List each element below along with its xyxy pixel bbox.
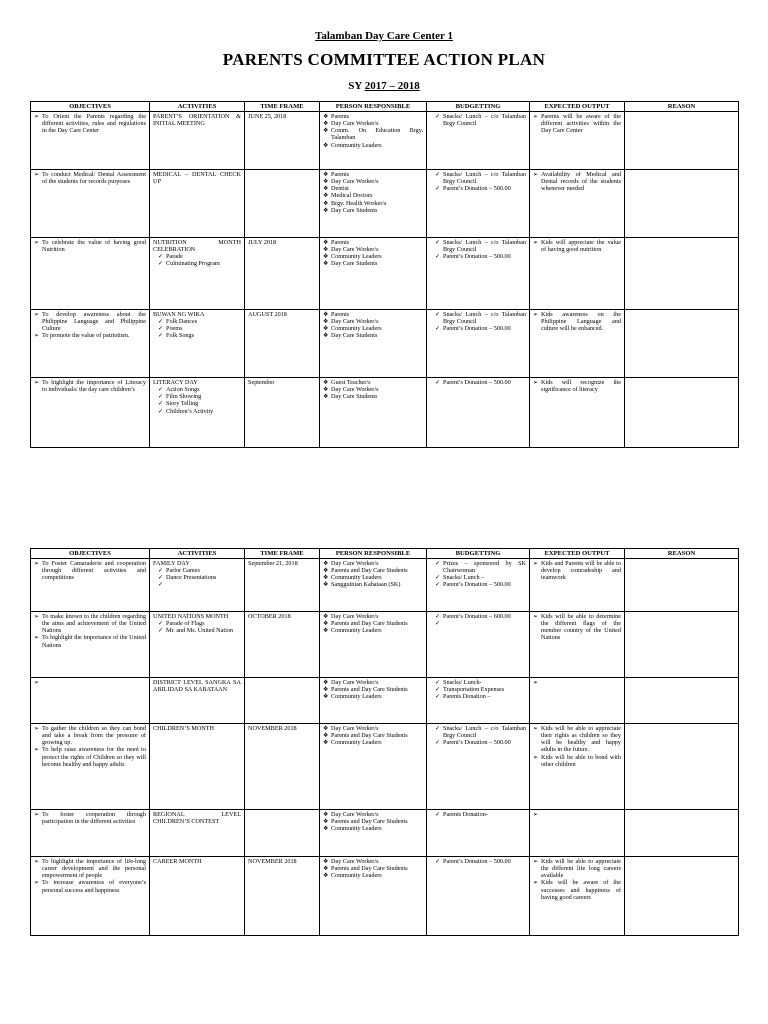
table-row: [31, 724, 739, 810]
person-item: ❖ Community Leaders: [323, 142, 423, 149]
objectives-cell: [31, 112, 150, 170]
expected-output-list: [533, 379, 621, 393]
activity-list: [153, 386, 241, 415]
expected-output-item: ➢ Kids awareness on the Philippine Language and culture will be enhanced.: [533, 311, 621, 332]
time-frame-text: NOVEMBER 2018: [248, 725, 297, 732]
column-header-reason: REASON: [625, 549, 739, 559]
activities-cell: [150, 378, 245, 448]
objectives-cell: [31, 170, 150, 238]
school-year: [0, 80, 768, 92]
objective-list: [34, 811, 146, 825]
reason-cell: [625, 238, 739, 310]
time-frame-cell: [245, 857, 320, 936]
budget-item: ✓ Parent’s Donation – 500.00: [435, 739, 526, 746]
budget-list: [430, 311, 526, 332]
activity-item: ✓ Story Telling: [158, 400, 241, 407]
document-title: PARENTS COMMITTEE ACTION PLAN: [222, 50, 546, 69]
budgetting-cell: [427, 810, 530, 857]
expected-output-item: ➢ Availability of Medical and Dental records of the students whenever needed: [533, 171, 621, 192]
person-item: ❖ Day Care Worker/s: [323, 120, 423, 127]
activities-cell: [150, 857, 245, 936]
person-list: [323, 560, 423, 589]
person-item: ❖ Day Care Worker/s: [323, 318, 423, 325]
expected-output-list: [533, 613, 621, 642]
activity-title: BUWAN NG WIKA: [153, 311, 205, 318]
objective-item: ➢ To gather the children so they can bond and take a break from the pressure of growing up.: [34, 725, 146, 746]
column-header-expected: EXPECTED OUTPUT: [530, 102, 625, 112]
reason-cell: [625, 612, 739, 678]
activities-cell: [150, 678, 245, 724]
time-frame-cell: [245, 238, 320, 310]
objectives-cell: [31, 724, 150, 810]
activity-list: [153, 253, 241, 267]
person-item: ❖ Brgy. Health Worker/s: [323, 200, 423, 207]
column-header-time-frame: TIME FRAME: [245, 102, 320, 112]
school-year-range: 2017 – 2018: [364, 80, 420, 92]
budget-item: ✓ Snacks/ Lunch – c/o Talamban Brgy Council: [435, 113, 526, 127]
activity-list: [153, 318, 241, 339]
budgetting-cell: [427, 612, 530, 678]
school-year-prefix: SY: [348, 80, 365, 92]
objective-list: [34, 560, 146, 581]
objective-list: [34, 239, 146, 253]
objective-item: ➢ To highlight the importance of the United Nations: [34, 634, 146, 648]
person-item: ❖ Sangguinian Kabataan (SK): [323, 581, 423, 588]
column-header-reason: REASON: [625, 102, 739, 112]
person-item: ❖ Day Care Worker/s: [323, 246, 423, 253]
time-frame-cell: [245, 678, 320, 724]
column-header-persons: PERSON RESPONSIBLE: [320, 549, 427, 559]
table-body: [31, 112, 739, 448]
objectives-cell: [31, 378, 150, 448]
budget-item: ✓ Parent’s Donation – 500.00: [435, 858, 526, 865]
expected-output-list: [533, 311, 621, 332]
activity-list: [153, 620, 241, 634]
table-body: [31, 559, 739, 936]
budget-item: ✓ Snacks/ Lunch – c/o Talamban Brgy Council: [435, 311, 526, 325]
objective-item: ➢ To Orient the Parents regarding the different activities, rules and regulations in the Day Care Center: [34, 113, 146, 134]
objective-item: ➢ To promote the value of patriotism.: [34, 332, 146, 339]
reason-cell: [625, 310, 739, 378]
budget-item: ✓ Snacks/ Lunch – c/o Talamban Brgy Council: [435, 725, 526, 739]
activity-item: ✓ Parade of Flags: [158, 620, 241, 627]
expected-output-cell: [530, 112, 625, 170]
activities-cell: [150, 238, 245, 310]
persons-responsible-cell: [320, 112, 427, 170]
expected-output-cell: [530, 310, 625, 378]
person-item: ❖ Community Leaders: [323, 627, 423, 634]
objective-item: ➢ To foster cooperation through participation in the different activities: [34, 811, 146, 825]
time-frame-cell: [245, 378, 320, 448]
activity-title: PARENT’S ORIENTATION & INITIAL MEETING: [153, 113, 241, 128]
action-plan-table-2: [30, 548, 739, 936]
persons-responsible-cell: [320, 310, 427, 378]
person-item: ❖ Parents and Day Care Students: [323, 818, 423, 825]
expected-output-item: ➢ Kids will recognize the significance of literacy: [533, 379, 621, 393]
expected-output-cell: [530, 724, 625, 810]
expected-output-cell: [530, 612, 625, 678]
activities-cell: [150, 724, 245, 810]
table-row: [31, 559, 739, 612]
objective-item: ➢ To conduct Medical/ Dental Assessment of the students for records purposes: [34, 171, 146, 185]
table-header-row: [31, 549, 739, 559]
person-item: ❖ Comm. On Education Brgy. Talamban: [323, 127, 423, 141]
activity-item: ✓ Folk Songs: [158, 332, 241, 339]
person-item: ❖ Parents: [323, 113, 423, 120]
time-frame-text: JULY 2018: [248, 239, 277, 246]
person-item: ❖ Day Care Worker/s: [323, 560, 423, 567]
table-row: [31, 170, 739, 238]
expected-output-list: [533, 725, 621, 768]
expected-output-item: ➢ Kids will be able to appreciate their rights as children so they will be healthy and happy adults in the future.: [533, 725, 621, 754]
column-header-budget: BUDGETTING: [427, 102, 530, 112]
table-header-row: [31, 102, 739, 112]
budgetting-cell: [427, 238, 530, 310]
time-frame-cell: [245, 310, 320, 378]
objective-item: ➢ To highlight the importance of life-long career development and the personal empowerment of people: [34, 858, 146, 879]
budget-item: ✓ Parent’s Donation – 500.00: [435, 325, 526, 332]
reason-cell: [625, 378, 739, 448]
budgetting-cell: [427, 559, 530, 612]
objectives-cell: [31, 857, 150, 936]
activities-cell: [150, 170, 245, 238]
expected-output-list: [533, 858, 621, 901]
objective-item: ➢ To celebrate the value of having good Nutrition: [34, 239, 146, 253]
person-list: [323, 171, 423, 214]
expected-output-cell: [530, 678, 625, 724]
budget-list: [430, 171, 526, 192]
column-header-objectives: OBJECTIVES: [31, 549, 150, 559]
objective-item: ➢ To develop awareness about the Philippine Language and Philippine Culture: [34, 311, 146, 332]
objectives-cell: [31, 678, 150, 724]
objective-list: [34, 725, 146, 768]
person-item: ❖ Community Leaders: [323, 253, 423, 260]
person-item: ❖ Parents and Day Care Students: [323, 686, 423, 693]
activity-item: ✓ Film Showing: [158, 393, 241, 400]
budgetting-cell: [427, 112, 530, 170]
objectives-cell: [31, 612, 150, 678]
person-item: ❖ Parents: [323, 311, 423, 318]
activities-cell: [150, 612, 245, 678]
objective-list: [34, 311, 146, 340]
budget-item: ✓ Parent’s Donation – 500.00: [435, 581, 526, 588]
expected-output-list: [533, 560, 621, 581]
budgetting-cell: [427, 378, 530, 448]
person-item: ❖ Community Leaders: [323, 825, 423, 832]
activity-title: UNITED NATIONS MONTH: [153, 613, 229, 620]
budget-item: ✓ Parent’s Donation – 500.00: [435, 379, 526, 386]
budget-list: [430, 679, 526, 700]
activity-item: ✓ Poems: [158, 325, 241, 332]
expected-output-item: ➢ Kids will be able to bond with other children: [533, 754, 621, 768]
budget-item: ✓ Parents Donation –: [435, 693, 526, 700]
persons-responsible-cell: [320, 810, 427, 857]
activities-cell: [150, 112, 245, 170]
activity-item: ✓ Children’s Activity: [158, 408, 241, 415]
objective-item: ➢ To help raise awareness for the need to protect the rights of Children so they will become healthy and happy adults: [34, 746, 146, 767]
person-item: ❖ Medical Doctors: [323, 192, 423, 199]
reason-cell: [625, 724, 739, 810]
time-frame-text: AUGUST 2018: [248, 311, 287, 318]
person-item: ❖ Day Care Students: [323, 260, 423, 267]
person-list: [323, 679, 423, 700]
person-item: ❖ Day Care Students: [323, 207, 423, 214]
budget-list: [430, 239, 526, 260]
person-item: ❖ Parents and Day Care Students: [323, 620, 423, 627]
activity-item: ✓ Mr. and Ms. United Nation: [158, 627, 241, 634]
time-frame-cell: [245, 559, 320, 612]
persons-responsible-cell: [320, 678, 427, 724]
time-frame-text: September 21, 2018: [248, 560, 298, 567]
reason-cell: [625, 857, 739, 936]
person-item: ❖ Day Care Students: [323, 393, 423, 400]
budgetting-cell: [427, 678, 530, 724]
activity-item: ✓ Action Songs: [158, 386, 241, 393]
objectives-cell: [31, 310, 150, 378]
budget-item: ✓ Snacks/ Lunch –: [435, 574, 526, 581]
reason-cell: [625, 112, 739, 170]
expected-output-cell: [530, 559, 625, 612]
activity-title: DISTRICT LEVEL SANGKA SA ABILIDAD SA KABATAAN: [153, 679, 241, 694]
activity-title: REGIONAL LEVEL CHILDREN’S CONTEST: [153, 811, 241, 826]
persons-responsible-cell: [320, 378, 427, 448]
objective-list: [34, 113, 146, 134]
person-item: ❖ Day Care Worker/s: [323, 811, 423, 818]
activity-item: ✓ Folk Dances: [158, 318, 241, 325]
budget-item: ✓ Parents Donation-: [435, 811, 526, 818]
budgetting-cell: [427, 857, 530, 936]
person-list: [323, 311, 423, 340]
reason-cell: [625, 170, 739, 238]
expected-output-item: ➢ Parents will be aware of the different activities within the Day Care Center: [533, 113, 621, 134]
activity-title: LITERACY DAY: [153, 379, 198, 386]
expected-output-item: ➢ Kids and Parents will be able to develop comradeship and teamwork: [533, 560, 621, 581]
budget-list: [430, 379, 526, 386]
budgetting-cell: [427, 724, 530, 810]
table-row: [31, 378, 739, 448]
table-row: [31, 238, 739, 310]
expected-output-item: ➢ Kids will be able to appreciate the different life long careers available: [533, 858, 621, 879]
person-item: ❖ Community Leaders: [323, 872, 423, 879]
person-item: ❖ Day Care Worker/s: [323, 858, 423, 865]
person-item: ❖ Parents and Day Care Students: [323, 732, 423, 739]
expected-output-list: [533, 171, 621, 192]
budget-list: [430, 113, 526, 127]
objective-list: [34, 613, 146, 649]
persons-responsible-cell: [320, 857, 427, 936]
activity-title: CAREER MONTH: [153, 858, 202, 865]
column-header-objectives: OBJECTIVES: [31, 102, 150, 112]
time-frame-text: NOVEMBER 2018: [248, 858, 297, 865]
person-list: [323, 239, 423, 268]
person-list: [323, 725, 423, 746]
expected-output-cell: [530, 810, 625, 857]
budget-item: ✓ Prizes – sponsored by SK Chairwoman: [435, 560, 526, 574]
table-row: [31, 112, 739, 170]
expected-output-cell: [530, 238, 625, 310]
budget-list: [430, 811, 526, 818]
activity-item: ✓ Dance Presentations: [158, 574, 241, 581]
persons-responsible-cell: [320, 238, 427, 310]
expected-output-cell: [530, 378, 625, 448]
person-item: ❖ Parents and Day Care Students: [323, 567, 423, 574]
expected-output-item: ➢ Kids will be aware of the successes and happiness of having good careers: [533, 879, 621, 900]
column-header-persons: PERSON RESPONSIBLE: [320, 102, 427, 112]
budget-list: [430, 613, 526, 620]
person-item: ❖ Parents: [323, 239, 423, 246]
column-header-activities: ACTIVITIES: [150, 102, 245, 112]
action-plan-table-1: [30, 101, 739, 448]
person-list: [323, 811, 423, 832]
persons-responsible-cell: [320, 170, 427, 238]
budget-item: ✓ Parent’s Donation – 600.00: [435, 613, 526, 620]
person-item: ❖ Parents: [323, 171, 423, 178]
expected-output-list: [533, 239, 621, 253]
objective-item: ➢ To highlight the importance of Literacy to individuals/ the day care children’s: [34, 379, 146, 393]
persons-responsible-cell: [320, 724, 427, 810]
objectives-cell: [31, 238, 150, 310]
time-frame-cell: [245, 724, 320, 810]
table-row: [31, 810, 739, 857]
person-item: ❖ Community Leaders: [323, 739, 423, 746]
activity-title: MEDICAL – DENTAL CHECK UP: [153, 171, 241, 186]
column-header-time-frame: TIME FRAME: [245, 549, 320, 559]
person-item: ❖ Dentist: [323, 185, 423, 192]
table-row: [31, 612, 739, 678]
table-row: [31, 857, 739, 936]
budget-list: [430, 725, 526, 746]
activity-item: ✓ Parlor Games: [158, 567, 241, 574]
expected-output-list: [533, 113, 621, 134]
expected-output-cell: [530, 857, 625, 936]
time-frame-cell: [245, 112, 320, 170]
activity-item: ✓ Culminating Program: [158, 260, 241, 267]
time-frame-cell: [245, 612, 320, 678]
column-header-activities: ACTIVITIES: [150, 549, 245, 559]
person-item: ❖ Community Leaders: [323, 693, 423, 700]
persons-responsible-cell: [320, 559, 427, 612]
table-row: [31, 678, 739, 724]
time-frame-text: JUNE 25, 2018: [248, 113, 287, 120]
time-frame-text: September: [248, 379, 275, 386]
person-item: ❖ Day Care Worker/s: [323, 725, 423, 732]
person-item: ❖ Community Leaders: [323, 574, 423, 581]
budget-item: ✓ Parent’s Donation – 500.00: [435, 253, 526, 260]
objective-item: ➢ To increase awareness of everyone’s personal success and happiness: [34, 879, 146, 893]
budget-item: ✓ Snacks/ Lunch – c/o Talamban Brgy Council: [435, 239, 526, 253]
person-list: [323, 379, 423, 400]
person-item: ❖ Day Care Students: [323, 332, 423, 339]
budgetting-cell: [427, 170, 530, 238]
time-frame-cell: [245, 170, 320, 238]
reason-cell: [625, 559, 739, 612]
activity-title: FAMILY DAY: [153, 560, 190, 567]
activity-title: NUTRITION MONTH CELEBRATION: [153, 239, 241, 254]
person-item: ❖ Day Care Worker/s: [323, 679, 423, 686]
person-item: ❖ Community Leaders: [323, 325, 423, 332]
objective-list: [34, 379, 146, 393]
budget-item: ✓ Transportation Expenses: [435, 686, 526, 693]
person-item: ❖ Day Care Worker/s: [323, 178, 423, 185]
budget-item: ✓ Parent’s Donation – 500.00: [435, 185, 526, 192]
reason-cell: [625, 810, 739, 857]
objective-list: [34, 858, 146, 894]
objective-list: [34, 171, 146, 185]
time-frame-text: OCTOBER 2018: [248, 613, 291, 620]
activities-cell: [150, 310, 245, 378]
reason-cell: [625, 678, 739, 724]
budget-list: [430, 858, 526, 865]
person-item: ❖ Parents and Day Care Students: [323, 865, 423, 872]
activities-cell: [150, 810, 245, 857]
person-item: ❖ Guest Teacher/s: [323, 379, 423, 386]
activity-list: [153, 567, 241, 581]
objective-item: ➢ To make known to the children regarding the aims and achievement of the United Nations: [34, 613, 146, 634]
person-list: [323, 613, 423, 634]
expected-output-item: ➢ Kids will be able to determine the different flags of the member country of the United Nations: [533, 613, 621, 642]
person-item: ❖ Day Care Worker/s: [323, 613, 423, 620]
center-name: Talamban Day Care Center 1: [315, 30, 453, 42]
activity-item: ✓ Parade: [158, 253, 241, 260]
budget-list: [430, 560, 526, 589]
objective-item: ➢ To Foster Camaraderie and cooperation through different activities and competitions: [34, 560, 146, 581]
activities-cell: [150, 559, 245, 612]
activity-title: CHILDREN’S MONTH: [153, 725, 215, 732]
person-list: [323, 858, 423, 879]
column-header-expected: EXPECTED OUTPUT: [530, 549, 625, 559]
budget-item: ✓ Snacks/ Lunch – c/o Talamban Brgy Council: [435, 171, 526, 185]
expected-output-item: ➢ Kids will appreciate the value of having good nutrition: [533, 239, 621, 253]
table-row: [31, 310, 739, 378]
persons-responsible-cell: [320, 612, 427, 678]
column-header-budget: BUDGETTING: [427, 549, 530, 559]
objectives-cell: [31, 810, 150, 857]
budget-item: ✓ Snacks/ Lunch-: [435, 679, 526, 686]
person-item: ❖ Day Care Worker/s: [323, 386, 423, 393]
objectives-cell: [31, 559, 150, 612]
expected-output-cell: [530, 170, 625, 238]
person-list: [323, 113, 423, 149]
budgetting-cell: [427, 310, 530, 378]
time-frame-cell: [245, 810, 320, 857]
